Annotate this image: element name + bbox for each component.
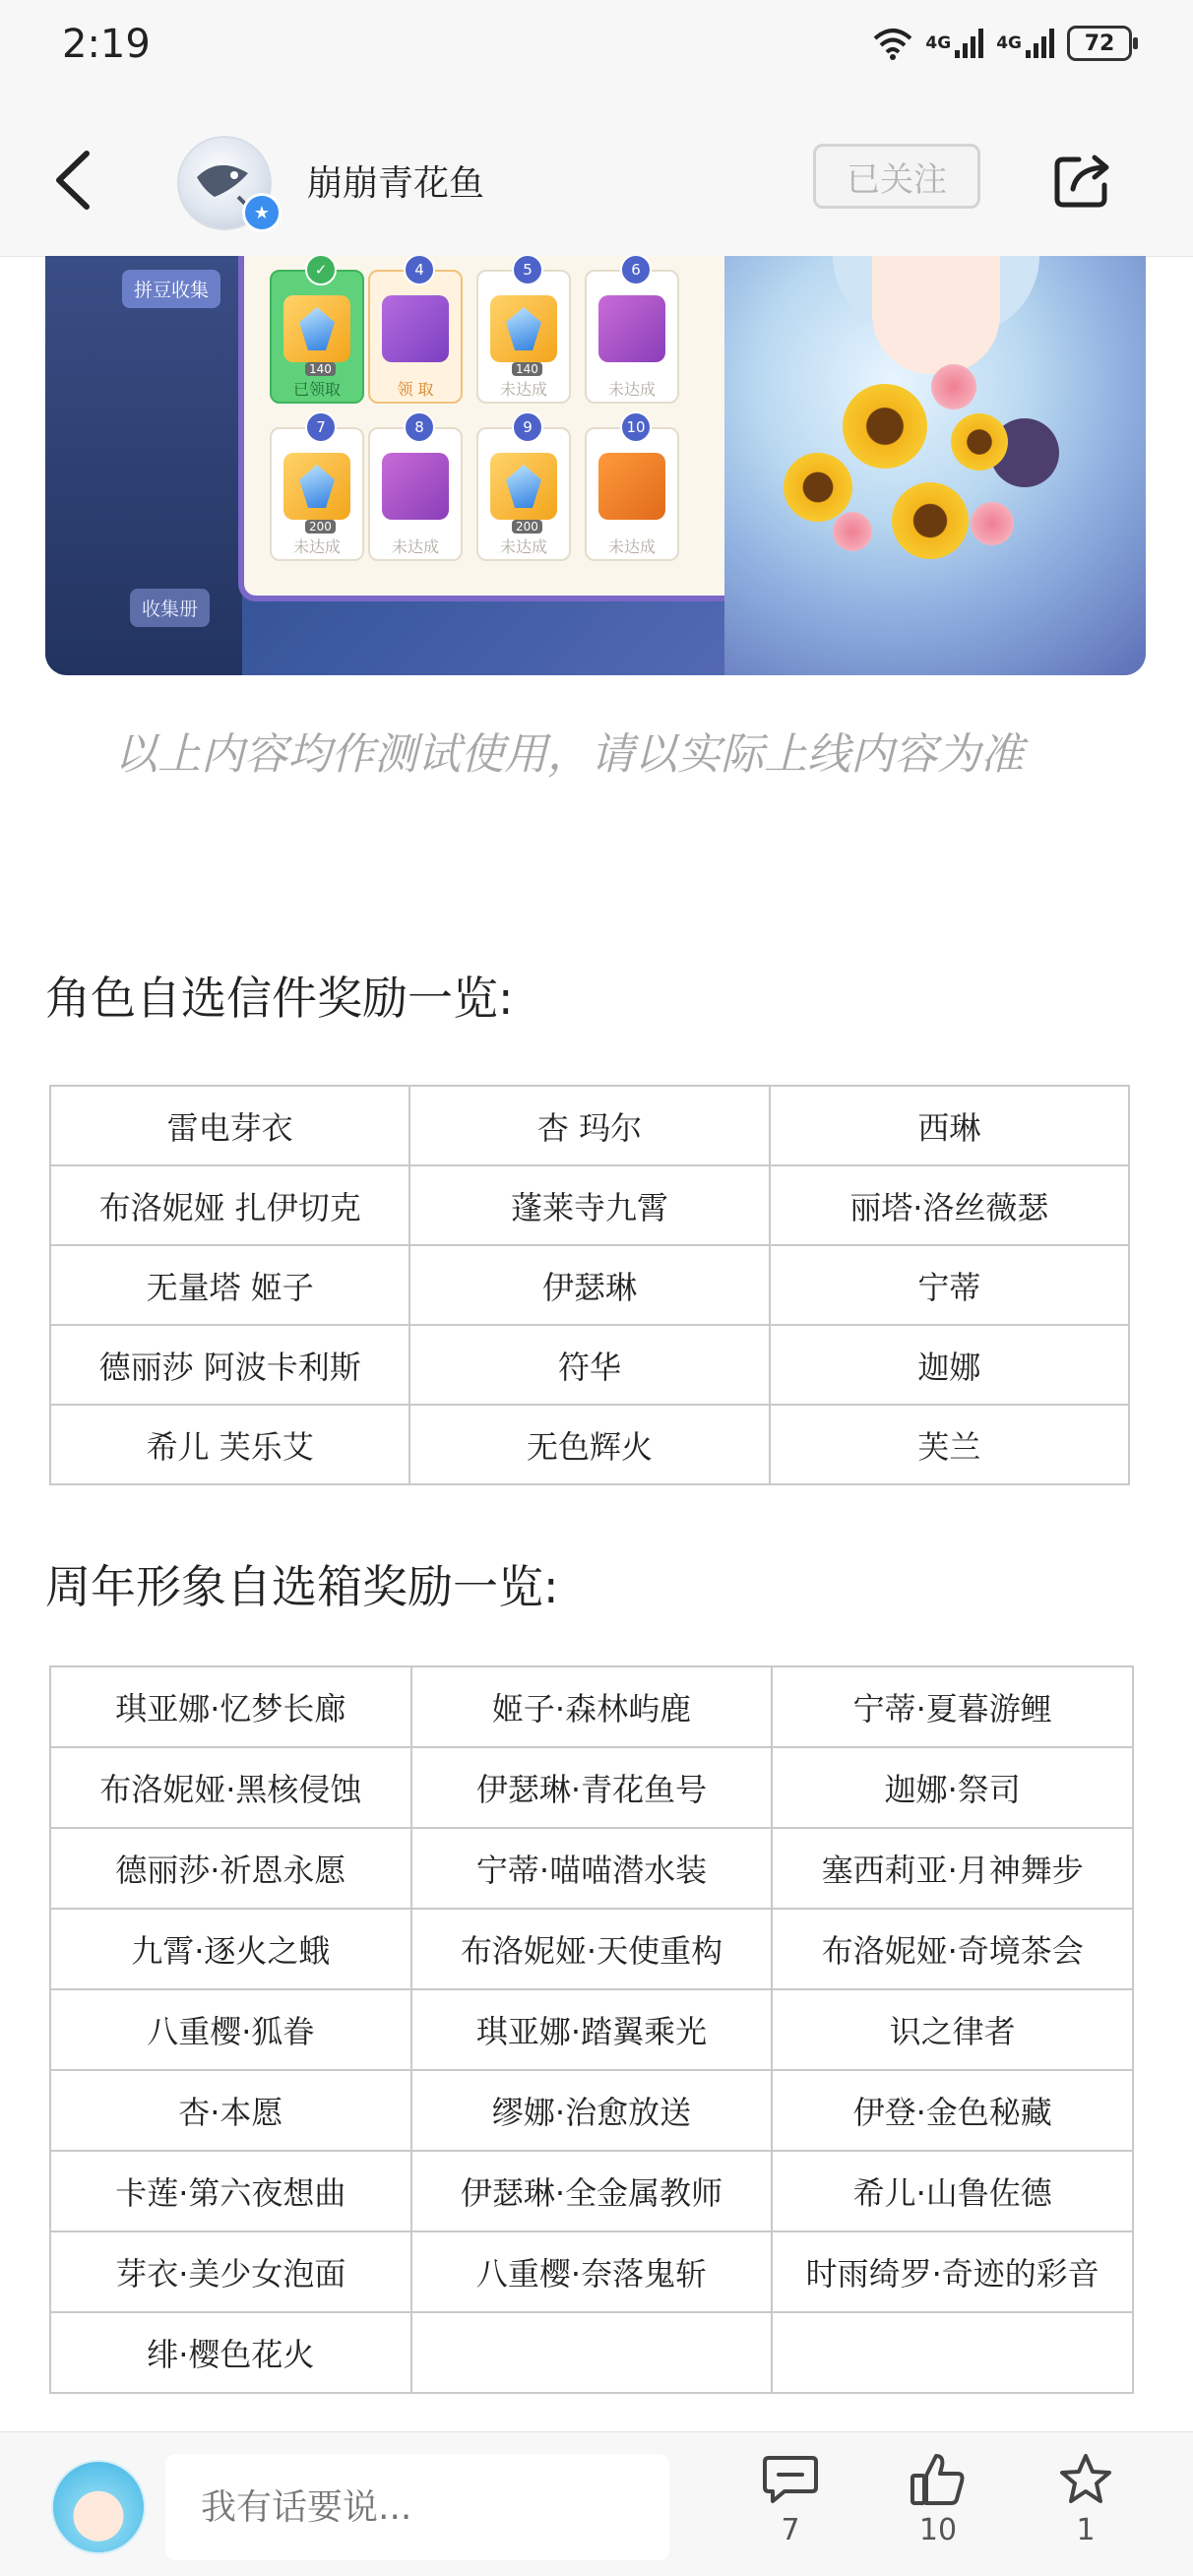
reward-quantity: 200 (305, 520, 336, 534)
comment-icon (761, 2452, 820, 2507)
table-cell: 芽衣·美少女泡面 (50, 2231, 411, 2312)
author-name[interactable]: 崩崩青花鱼 (307, 163, 485, 204)
table-row (50, 1989, 1133, 2070)
reward-cell (270, 261, 364, 404)
table-row (50, 1828, 1133, 1909)
reward-status-caption: 已领取 (292, 379, 341, 399)
table-cell: 西琳 (770, 1086, 1129, 1165)
signal-icon-2 (1026, 29, 1055, 58)
table-row (50, 2151, 1133, 2231)
status-time: 2:19 (62, 22, 151, 67)
table-cell: 八重樱·狐眷 (50, 1989, 411, 2070)
character-artwork (724, 256, 1146, 675)
blue-gem-icon (283, 295, 350, 376)
table-cell: 丽塔·洛丝薇瑟 (770, 1165, 1129, 1245)
pin-collect-tab: 拼豆收集 (122, 270, 220, 308)
reward-cell (476, 261, 571, 404)
reward-cell (585, 261, 679, 404)
rose-1 (931, 364, 976, 409)
reward-status-caption: 未达成 (391, 536, 439, 556)
reward-quantity: 140 (305, 362, 336, 376)
sunflower-4 (951, 413, 1008, 471)
table-cell: 符华 (409, 1325, 769, 1405)
anniversary-outfit-table (49, 1665, 1134, 2394)
table-cell: 伊登·金色秘藏 (772, 2070, 1133, 2151)
network-type-1: 4G (925, 33, 952, 53)
table-cell: 杏 玛尔 (409, 1086, 769, 1165)
table-cell: 布洛妮娅·黑核侵蚀 (50, 1747, 411, 1828)
table-cell: 缪娜·治愈放送 (411, 2070, 773, 2151)
table-cell: 芙兰 (770, 1405, 1129, 1484)
status-bar (0, 0, 1193, 98)
table-cell: 希儿 芙乐艾 (50, 1405, 409, 1484)
rose-3 (971, 502, 1014, 545)
rose-2 (833, 512, 872, 551)
table-cell: 德丽莎·祈恩永愿 (50, 1828, 411, 1909)
table-cell: 布洛妮娅 扎伊切克 (50, 1165, 409, 1245)
bottom-action-bar (0, 2431, 1193, 2576)
comment-button[interactable] (736, 2452, 845, 2570)
reward-status-caption: 未达成 (499, 536, 547, 556)
blue-gem-icon (283, 453, 350, 534)
star-icon (1056, 2452, 1115, 2507)
reward-cell[interactable] (368, 261, 463, 404)
table-cell: 希儿·山鲁佐德 (772, 2151, 1133, 2231)
wifi-icon (872, 27, 913, 60)
table-cell: 绯·樱色花火 (50, 2312, 411, 2393)
share-icon[interactable] (1051, 148, 1114, 211)
table-cell: 八重樱·奈落鬼斩 (411, 2231, 773, 2312)
sunflower-3 (892, 482, 969, 559)
section-title-character-letters: 角色自选信件奖励一览: (45, 972, 514, 1025)
reward-cell-number: 8 (404, 411, 435, 443)
table-cell: 伊瑟琳 (409, 1245, 769, 1325)
follow-button[interactable]: 已关注 (813, 144, 980, 209)
comment-input[interactable] (165, 2454, 669, 2560)
disclaimer-text: 以上内容均作测试使用，请以实际上线内容为准 (114, 729, 1024, 780)
table-cell: 迦娜 (770, 1325, 1129, 1405)
reward-cell (585, 418, 679, 561)
table-cell: 蓬莱寺九霄 (409, 1165, 769, 1245)
table-row (50, 1405, 1129, 1484)
reward-cell (368, 418, 463, 561)
reward-status-caption: 领 取 (397, 379, 434, 399)
reward-status-caption: 未达成 (292, 536, 341, 556)
table-row (50, 2231, 1133, 2312)
table-cell: 姬子·森林屿鹿 (411, 1666, 773, 1747)
like-button[interactable] (884, 2452, 992, 2570)
purple-box-icon (382, 295, 449, 362)
character-letters-table (49, 1085, 1130, 1485)
table-row (50, 1165, 1129, 1245)
like-count: 10 (918, 2513, 958, 2547)
reward-panel (238, 256, 762, 601)
table-cell (772, 2312, 1133, 2393)
thumbs-up-icon (909, 2452, 968, 2507)
reward-status-caption: 未达成 (607, 536, 656, 556)
collection-book-tab: 收集册 (130, 589, 210, 627)
reward-cell-number: ✓ (305, 256, 337, 285)
table-cell: 宁蒂 (770, 1245, 1129, 1325)
table-row (50, 1747, 1133, 1828)
table-cell: 宁蒂·夏暮游鲤 (772, 1666, 1133, 1747)
table-cell: 伊瑟琳·青花鱼号 (411, 1747, 773, 1828)
current-user-avatar[interactable] (51, 2460, 146, 2554)
sunflower-1 (843, 384, 927, 469)
table-cell: 卡莲·第六夜想曲 (50, 2151, 411, 2231)
table-cell: 宁蒂·喵喵潜水装 (411, 1828, 773, 1909)
reward-cell-number: 7 (305, 411, 337, 443)
table-row (50, 1245, 1129, 1325)
table-cell: 德丽莎 阿波卡利斯 (50, 1325, 409, 1405)
reward-cell-number: 6 (620, 256, 652, 285)
table-cell: 杏·本愿 (50, 2070, 411, 2151)
table-cell: 琪亚娜·忆梦长廊 (50, 1666, 411, 1747)
table-cell: 时雨绮罗·奇迹的彩音 (772, 2231, 1133, 2312)
status-icons (872, 26, 1132, 61)
comment-count: 7 (781, 2513, 800, 2547)
table-row (50, 2070, 1133, 2151)
table-cell: 迦娜·祭司 (772, 1747, 1133, 1828)
reward-cell-number: 4 (404, 256, 435, 285)
reward-status-caption: 未达成 (607, 379, 656, 399)
table-cell: 伊瑟琳·全金属教师 (411, 2151, 773, 2231)
table-row (50, 2312, 1133, 2393)
signal-icon-1 (955, 29, 984, 58)
network-type-2: 4G (996, 33, 1022, 53)
artwork-face (872, 256, 1000, 374)
top-nav-bar (0, 98, 1193, 257)
section-title-anniversary-box: 周年形象自选箱奖励一览: (45, 1560, 559, 1613)
reward-cell-number: 10 (620, 411, 652, 443)
battery-icon (1067, 26, 1132, 61)
reward-status-caption: 未达成 (499, 379, 547, 399)
reward-quantity: 140 (512, 362, 542, 376)
favorite-count: 1 (1076, 2513, 1096, 2547)
table-cell: 识之律者 (772, 1989, 1133, 2070)
table-row (50, 1909, 1133, 1989)
pink-box-icon (382, 453, 449, 520)
table-cell: 无色辉火 (409, 1405, 769, 1484)
reward-cell (270, 418, 364, 561)
table-cell: 布洛妮娅·天使重构 (411, 1909, 773, 1989)
blue-gem-icon (490, 295, 557, 376)
orange-box-icon (598, 453, 665, 520)
sunflower-2 (784, 453, 852, 522)
reward-cell-number: 5 (512, 256, 543, 285)
table-row (50, 1325, 1129, 1405)
table-cell: 无量塔 姬子 (50, 1245, 409, 1325)
favorite-button[interactable] (1032, 2452, 1140, 2570)
table-row (50, 1666, 1133, 1747)
verified-badge-icon: ★ (242, 193, 282, 232)
reward-cell (476, 418, 571, 561)
table-cell: 琪亚娜·踏翼乘光 (411, 1989, 773, 2070)
table-cell: 塞西莉亚·月神舞步 (772, 1828, 1133, 1909)
reward-quantity: 200 (512, 520, 542, 534)
pink-box-icon (598, 295, 665, 362)
battery-level: 72 (1084, 31, 1115, 56)
table-cell: 九霄·逐火之蛾 (50, 1909, 411, 1989)
reward-cell-number: 9 (512, 411, 543, 443)
table-cell (411, 2312, 773, 2393)
back-arrow-icon[interactable] (47, 146, 106, 215)
blue-gem-icon (490, 453, 557, 534)
table-cell: 布洛妮娅·奇境茶会 (772, 1909, 1133, 1989)
event-banner-image (45, 256, 1146, 675)
table-row (50, 1086, 1129, 1165)
table-cell: 雷电芽衣 (50, 1086, 409, 1165)
